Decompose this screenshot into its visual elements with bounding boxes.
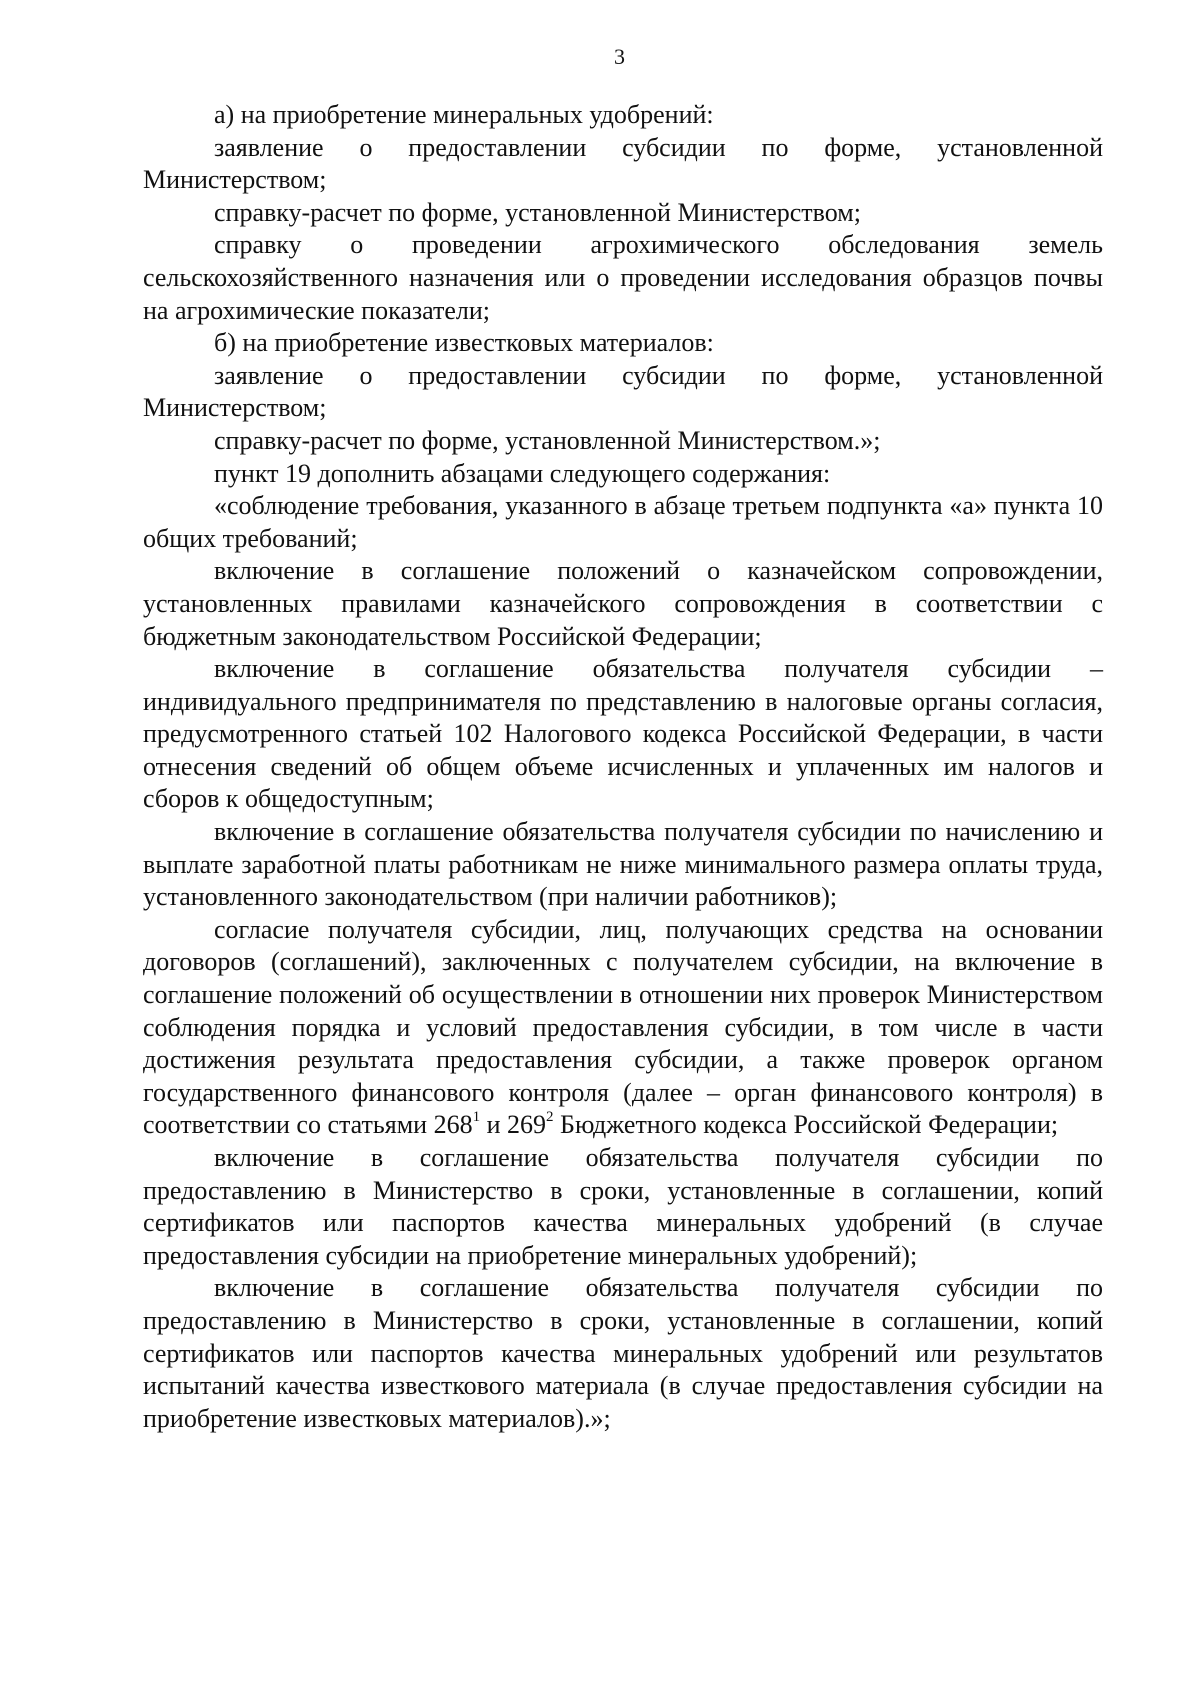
paragraph-13-text-c: Бюджетного кодекса Российской Федерации; [553, 1110, 1059, 1140]
page-number: 3 [614, 44, 625, 69]
superscript-1: 1 [472, 1108, 481, 1125]
paragraph-14: включение в соглашение обязательства получателя субсидии по предоставлению в Министерство в сроки, установленные в соглашении, копий сертификатов или паспортов качества минеральных удобрений (в случае предоставления субсидии на приобретение минеральных удобрений); [143, 1143, 1103, 1270]
paragraph-10: включение в соглашение положений о казначейском сопровождении, установленных правилами казначейского сопровождения в соответствии с бюджетным законодательством Российской Федерации; [143, 556, 1103, 651]
paragraph-9: «соблюдение требования, указанного в абзаце третьем подпункта «а» пункта 10 общих требований; [143, 491, 1103, 553]
paragraph-13-text-a: согласие получателя субсидии, лиц, получающих средства на основании договоров (соглашений), заключенных с получателем субсидии, на включение в соглашение положений об осуществлении в отношении них проверок Министерством соблюдения порядка и условий предоставления субсидии, в том числе в части достижения результата предоставления субсидии, а также проверок органом государственного финансового контроля (далее – орган финансового контроля) в соответствии со статьями 268 [143, 914, 1103, 1140]
superscript-2: 2 [546, 1108, 554, 1125]
paragraph-8: пункт 19 дополнить абзацами следующего содержания: [214, 458, 831, 488]
paragraph-5: б) на приобретение известковых материалов: [214, 328, 714, 358]
paragraph-1: а) на приобретение минеральных удобрений: [214, 100, 714, 129]
paragraph-7: справку-расчет по форме, установленной Министерством.»; [214, 425, 881, 455]
paragraph-12: включение в соглашение обязательства получателя субсидии по начислению и выплате заработной платы работникам не ниже минимального размера оплаты труда, установленного законодательством (при наличии работников); [143, 817, 1103, 912]
paragraph-4: справку о проведении агрохимического обследования земель сельскохозяйственного назначения или о проведении исследования образцов почвы на агрохимические показатели; [143, 230, 1103, 325]
document-body [143, 99, 1103, 1435]
paragraph-13-text-b: и 269 [480, 1110, 547, 1140]
paragraph-3: справку-расчет по форме, установленной Министерством; [214, 197, 861, 227]
paragraph-15: включение в соглашение обязательства получателя субсидии по предоставлению в Министерство в сроки, установленные в соглашении, копий сертификатов или паспортов качества минеральных удобрений или результатов испытаний качества известкового материала (в случае предоставления субсидии на приобретение известковых материалов).»; [143, 1273, 1103, 1433]
paragraph-6: заявление о предоставлении субсидии по форме, установленной Министерством; [143, 360, 1103, 423]
paragraph-13 [143, 914, 1103, 1142]
paragraph-2: заявление о предоставлении субсидии по форме, установленной Министерством; [143, 132, 1103, 195]
paragraph-11: включение в соглашение обязательства получателя субсидии – индивидуального предпринимателя по представлению в налоговые органы согласия, предусмотренного статьей 102 Налогового кодекса Российской Федерации, в части отнесения сведений об общем объеме исчисленных и уплаченных им налогов и сборов к общедоступным; [143, 654, 1103, 814]
